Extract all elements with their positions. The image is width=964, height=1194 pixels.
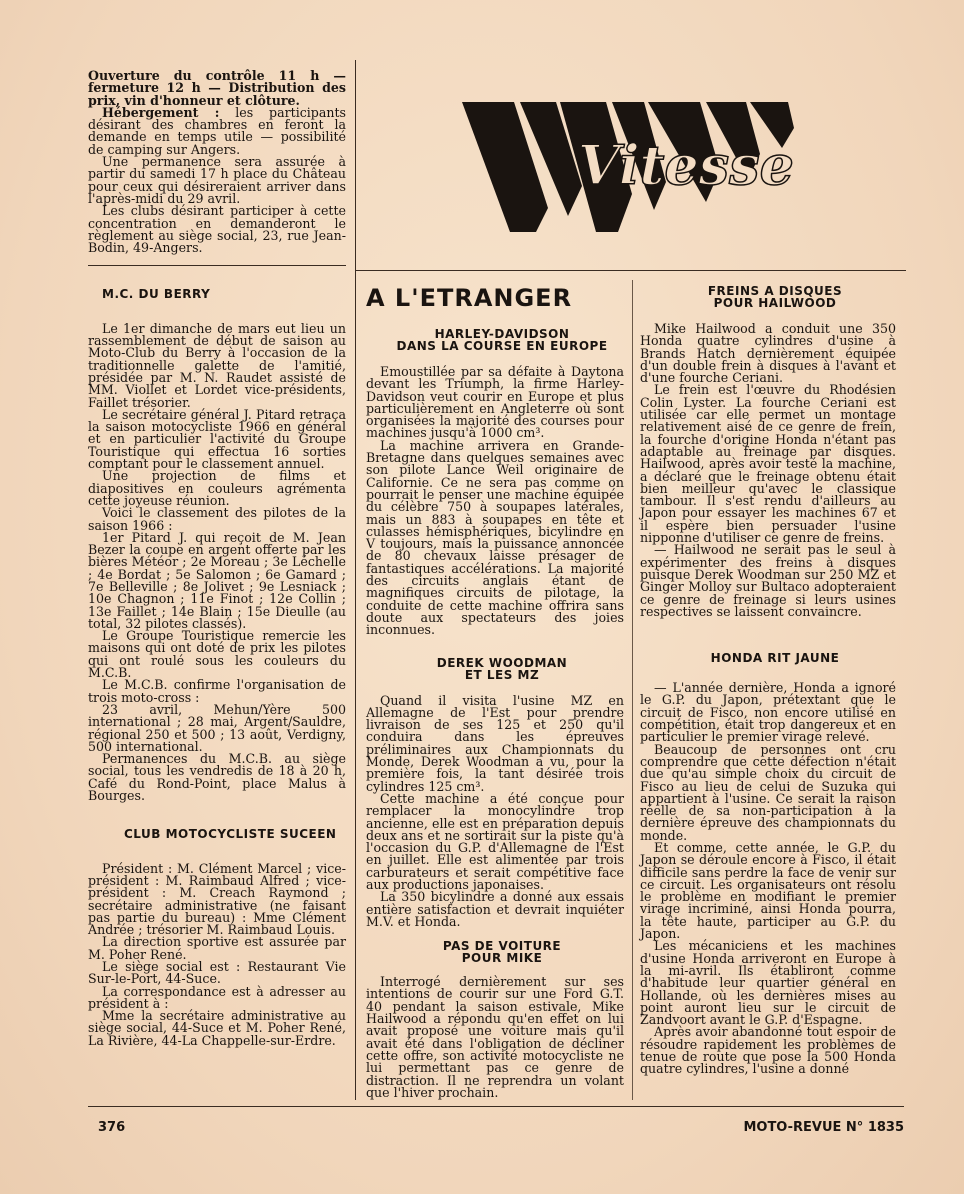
column-2 (366, 320, 624, 1099)
heading-honda: HONDA RIT JAUNE (710, 651, 840, 666)
paragraph: — L'année dernière, Honda a ignoré le G.P. du Japon, prétextant que le circuit de Fisco, non encore utilisé en compétition, était trop dangereux et en particulier le premier virage relevé. (640, 680, 896, 745)
heading-voiture-1: PAS DE VOITURE (442, 939, 562, 954)
paragraph: La 350 bicylindre a donné aux essais entière satisfaction et devrait inquiéter M.V. et Honda. (366, 889, 624, 929)
paragraph: La machine arrivera en Grande-Bretagne dans quelques semaines avec son pilote Lance Weil originaire de Californie. Ce ne sera pas comme on pourrait le penser une machine équipée du célèbre 750 à soupapes latérales, mais un 883 à soupapes en tête et culasses hémisphériques, bicylindre en V toujours, mais la puissance annoncée de 80 chevaux laisse présager de fantastiques accélérations. La majorité des circuits anglais étant de magnifiques circuits de pilotage, la conduite de cette machine offrira sans doute aux spectateurs des joies inconnues. (366, 437, 624, 638)
paragraph: Ouverture du contrôle 11 h — fermeture 12 h — Distribution des prix, vin d'honneur et clôture. (88, 68, 346, 108)
paragraph: La correspondance est à adresser au président à : (88, 983, 346, 1011)
heading-voiture-2: POUR MIKE (461, 951, 543, 966)
paragraph: Voici le classement des pilotes de la saison 1966 : (88, 505, 346, 533)
column-1 (88, 70, 346, 1047)
column-divider-2 (632, 280, 633, 1100)
paragraph: Les mécaniciens et les machines d'usine Honda arriveront en Europe à la mi-avril. Ils établiront comme d'habitude leur quartier général en Hollande, où les dernières mises au point auront lieu sur le circuit de Zandvoort avant le G.P. d'Espagne. (640, 938, 896, 1028)
page-number: 376 (98, 1120, 126, 1135)
heading-harley-2: DANS LA COURSE EN EUROPE (396, 339, 608, 353)
footer-rule (88, 1106, 904, 1107)
magazine-issue: MOTO-REVUE N° 1835 (743, 1120, 904, 1135)
column-3 (640, 285, 896, 1076)
paragraph: La direction sportive est assurée par M. Poher René. (88, 934, 346, 962)
paragraph: Une permanence sera assurée à partir du samedi 17 h place du Château pour ceux qui désireraient arriver dans l'après-midi du 29 avril. (88, 154, 346, 206)
heading-berry: M.C. DU BERRY (102, 287, 211, 302)
paragraph: Quand il visita l'usine MZ en Allemagne de l'Est pour prendre livraison de ses 125 et 250 qu'il conduira dans les épreuves préliminaires aux Championnats du Monde, Derek Woodman a vu, pour la première fois, la tant désirée trois cylindres 125 cm³. (366, 692, 624, 794)
paragraph: Cette machine a été conçue pour remplacer la monocylindre trop ancienne, elle est en préparation depuis deux ans et ne sortirait sur la piste qu'à l'occasion du G.P. d'Allemagne de l'Est en juillet. Elle est alimentée par trois carburateurs et serait compétitive face aux productions japonaises. (366, 790, 624, 892)
paragraph: Emoustillée par sa défaite à Daytona devant les Triumph, la firme Harley-Davidson veut courir en Europe et plus particulièrement en Angleterre où sont organisées la majorité des courses pour machines jusqu'à 1000 cm³. (366, 364, 624, 441)
paragraph: Le frein est l'œuvre du Rhodésien Colin Lyster. La fourche Ceriani est utilisée car elle permet un montage relativement aisé de ce genre de frein, la fourche d'origine Honda n'étant pas adaptable au freinage par disques. Hailwood, après avoir testé la machine, a déclaré que le freinage obtenu était bien meilleur qu'avec le classique tambour. Il s'est rendu d'ailleurs au Japon pour essayer les machines 67 et il espère bien persuader l'usine nipponne d'utiliser ce genre de freins. (640, 382, 896, 546)
paragraph: Le M.C.B. confirme l'organisation de trois moto-cross : (88, 677, 346, 705)
paragraph: Et comme, cette année, le G.P. du Japon se déroule encore à Fisco, il était difficile sans perdre la face de venir sur ce circuit. Les organisateurs ont résolu le problème en modifiant le premier virage incriminé, ainsi Honda pourra, la tête haute, participer au G.P. du Japon. (640, 839, 896, 942)
paragraph: Beaucoup de personnes ont cru comprendre que cette défection n'était due qu'au simple choix du circuit de Fisco au lieu de celui de Suzuka qui appartient à l'usine. Ce serait la raison réelle de sa non-participation à la dernière épreuve des championnats du monde. (640, 741, 896, 843)
paragraph: — Hailwood ne serait pas le seul à expérimenter des freins à disques puisque Derek Woodman sur 250 MZ et Ginger Molloy sur Bultaco adopteraient ce genre de freinage si leurs usines respectives se laissent convaincre. (640, 542, 896, 619)
header-rule (356, 270, 906, 271)
paragraph: Une projection de films et diapositives en couleurs agrémenta cette joyeuse réunion. (88, 468, 346, 508)
paragraph: Le 1er dimanche de mars eut lieu un rassemblement de début de saison au Moto-Club du Berry à l'occasion de la traditionnelle galette de l'amitié, présidée par M. N. Raudet assisté de MM. Viollet et Lordet vice-présidents, Faillet trésorier. (88, 320, 346, 410)
heading-woodman-2: ET LES MZ (464, 667, 540, 682)
heading-woodman-1: DEREK WOODMAN (436, 655, 568, 670)
paragraph: Interrogé dernièrement sur ses intentions de courir sur une Ford G.T. 40 pendant la saison estivale, Mike Hailwood a répondu qu'en effet on lui avait proposé une voiture mais qu'il avait été dans l'obligation de décliner cette offre, son activité motocycliste ne lui permettant pas ce genre de distraction. Il ne reprendra un volant que l'hiver prochain. (366, 974, 624, 1100)
divider (88, 265, 346, 266)
paragraph: Le siège social est : Restaurant Vie Sur-le-Port, 44-Suce. (88, 959, 346, 987)
paragraph: Mike Hailwood a conduit une 350 Honda quatre cylindres d'usine à Brands Hatch dernièrement équipée d'un double frein à disques à l'avant et d'une fourche Ceriani. (640, 321, 896, 386)
heading-freins-2: POUR HAILWOOD (713, 296, 837, 310)
heading-harley-1: HARLEY-DAVIDSON (434, 327, 570, 341)
paragraph: Après avoir abandonné tout espoir de résoudre rapidement les problèmes de tenue de route que pose la 500 Honda quatre cylindres, l'usine a donné (640, 1024, 896, 1077)
heading-freins-1: FREINS A DISQUES (707, 284, 843, 298)
heading-suceen: CLUB MOTOCYCLISTE SUCEEN (124, 827, 337, 842)
section-title: A L'ETRANGER (366, 284, 573, 312)
paragraph: Hébergement : les participants désirant des chambres en feront la demande en temps utile — possibilité de camping sur Angers. (88, 104, 347, 157)
paragraph: Mme la secrétaire administrative au siège social, 44-Suce et M. Poher René, La Rivière, 44-La Chappelle-sur-Erdre. (88, 1008, 346, 1048)
paragraph: Président : M. Clément Marcel ; vice-président : M. Raimbaud Alfred ; vice-président : M. Creach Raymond ; secrétaire administrative (ne faisant pas partie du bureau) : Mme Clément Andrée ; trésorier M. Raimbaud Louis. (88, 860, 346, 938)
paragraph: 1er Pitard J. qui reçoit de M. Jean Bezer la coupe en argent offerte par les bières Météor ; 2e Moreau ; 3e Léchelle ; 4e Bordat ; 5e Salomon ; 6e Gamard ; 7e Belleville ; 8e Jolivet ; 9e Lesniack ; 10e Chagnon ; 11e Finot ; 12e Collin ; 13e Faillet ; 14e Blain ; 15e Dieulle (au total, 32 pilotes classés). (88, 529, 346, 631)
paragraph: Permanences du M.C.B. au siège social, tous les vendredis de 18 à 20 h, Café du Rond-Point, place Malus à Bourges. (88, 751, 346, 804)
paragraph: Le Groupe Touristique remercie les maisons qui ont doté de prix les pilotes qui ont roulé sous les couleurs du M.C.B. (88, 628, 346, 681)
paragraph: Les clubs désirant participer à cette concentration en demanderont le règlement au siège social, 23, rue Jean-Bodin, 49-Angers. (88, 203, 346, 256)
logo-text: Vitesse (578, 133, 794, 197)
vitesse-logo (456, 98, 852, 236)
column-divider-1 (355, 60, 356, 1100)
paragraph: 23 avril, Mehun/Yère 500 international ; 28 mai, Argent/Sauldre, régional 250 et 500 ; 13 août, Verdigny, 500 international. (88, 701, 346, 754)
paragraph: Le secrétaire général J. Pitard retraça la saison motocycliste 1966 en général et en particulier l'activité du Groupe Touristique qui effectua 16 sorties comptant pour le classement annuel. (88, 406, 346, 472)
